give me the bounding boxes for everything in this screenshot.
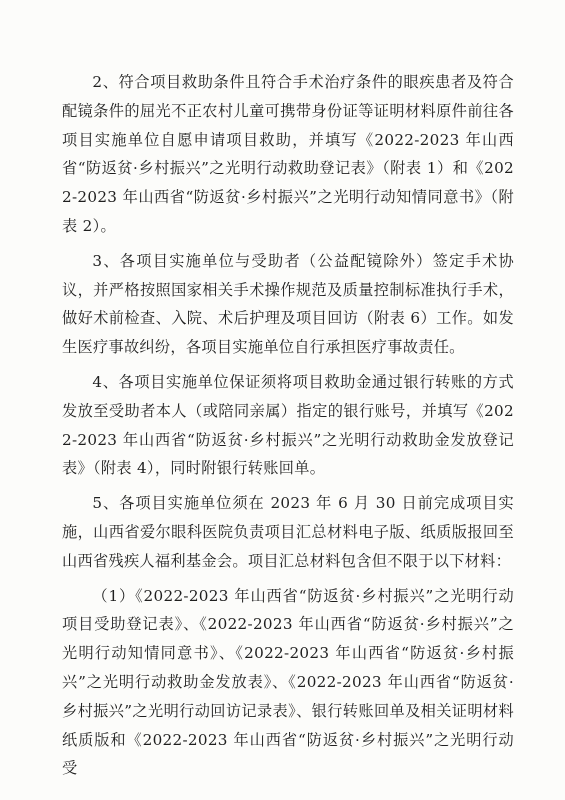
paragraph-subitem-1: （1）《2022-2023 年山西省“防返贫·乡村振兴”之光明行动项目受助登记表》、《2022-2023 年山西省“防返贫·乡村振兴”之光明行动知情同意书》、《2022-2023 年山西省“防返贫·乡村振兴”之光明行动救助金发放表》、《2022-2023 年山西省“防返贫·乡村振兴”之光明行动回访记录表》、银行转账回单及相关证明材料纸质版和《2022-2023 年山西省“防返贫·乡村振兴”之光明行动受 [62, 586, 514, 778]
document-body [62, 68, 514, 783]
paragraph-item-2: 2、符合项目救助条件且符合手术治疗条件的眼疾患者及符合配镜条件的屈光不正农村儿童可携带身份证等证明材料原件前往各项目实施单位自愿申请项目救助，并填写《2022-2023 年山西省“防返贫·乡村振兴”之光明行动救助登记表》（附表 1）和《2022-2023 年山西省“防返贫·乡村振兴”之光明行动知情同意书》（附表 2）。 [62, 73, 514, 235]
paragraph-item-4: 4、各项目实施单位保证须将项目救助金通过银行转账的方式发放至受助者本人（或陪同亲属）指定的银行账号，并填写《2022-2023 年山西省“防返贫·乡村振兴”之光明行动救助金发放登记表》（附表 4），同时附银行转账回单。 [62, 372, 514, 478]
paragraph-item-3: 3、各项目实施单位与受助者（公益配镜除外）签定手术协议，并严格按照国家相关手术操作规范及质量控制标准执行手术，做好术前检查、入院、术后护理及项目回访（附表 6）工作。如发生医疗事故纠纷，各项目实施单位自行承担医疗事故责任。 [62, 251, 514, 357]
paragraph-item-5: 5、各项目实施单位须在 2023 年 6 月 30 日前完成项目实施，山西省爱尔眼科医院负责项目汇总材料电子版、纸质版报回至山西省残疾人福利基金会。项目汇总材料包含但不限于以下材料： [62, 494, 514, 570]
